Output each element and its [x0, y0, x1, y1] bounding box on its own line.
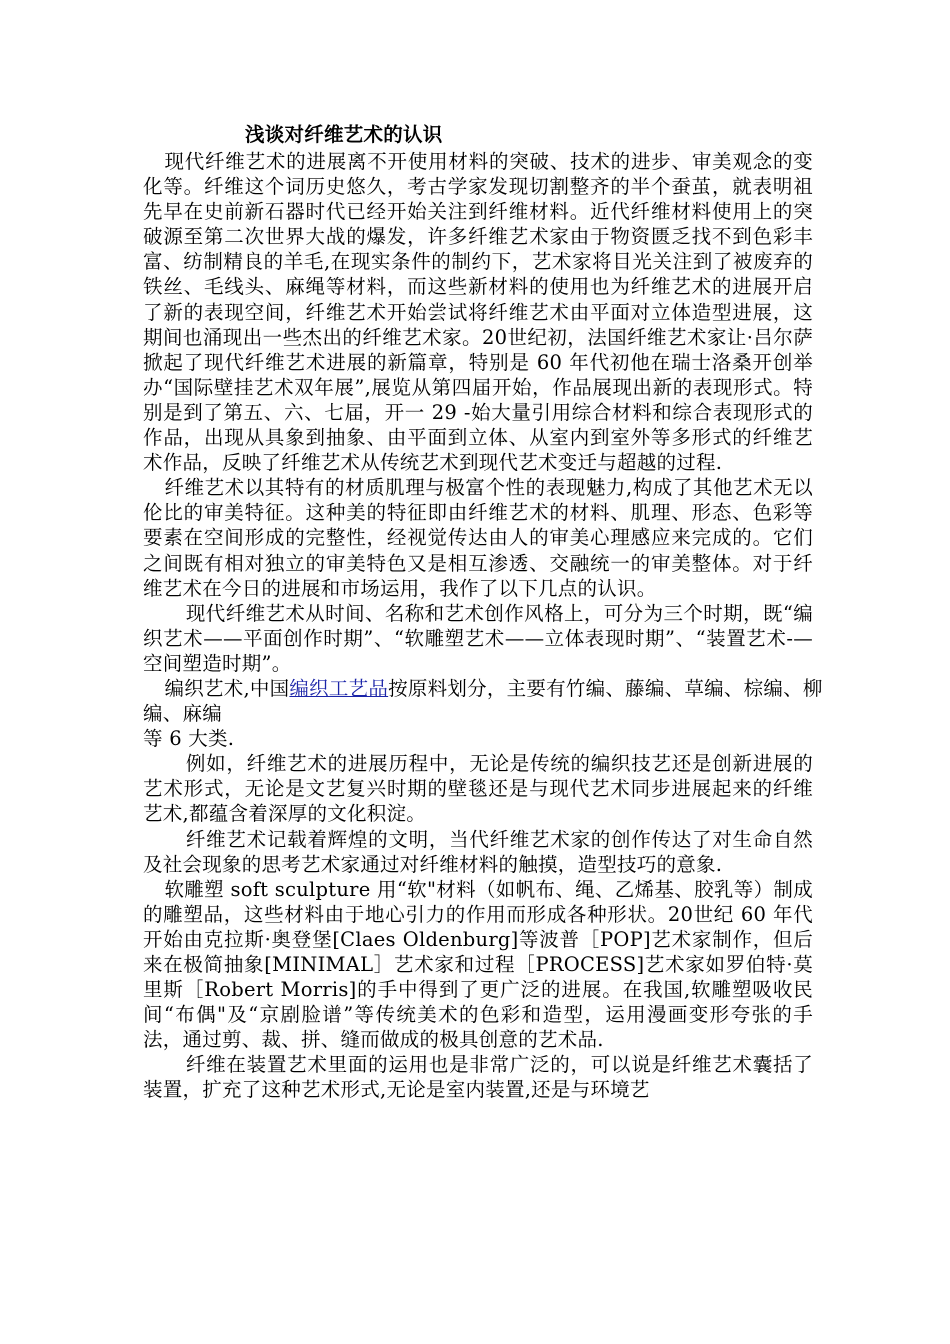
paragraph-installation: 纤维在装置艺术里面的运用也是非常广泛的，可以说是纤维艺术囊括了装置，扩充了这种艺术形式,无论是室内装置,还是与环境艺 [143, 1053, 813, 1102]
paragraph-civilization: 纤维艺术记载着辉煌的文明，当代纤维艺术家的创作传达了对生命自然及社会现象的思考艺术家通过对纤维材料的触摸，造型技巧的意象. [143, 827, 813, 876]
paragraph-periods: 现代纤维艺术从时间、名称和艺术创作风格上，可分为三个时期，既“编织艺术——平面创作时期”、“软雕塑艺术——立体表现时期”、“装置艺术-—空间塑造时期”。 [143, 601, 813, 675]
document-page [143, 122, 823, 1103]
weaving-text-before: 编织艺术,中国 [164, 676, 290, 700]
weaving-text-after: 按原料划分，主要有竹编、藤编、草编、棕编、柳编、麻编 [143, 676, 823, 726]
paragraph-soft-sculpture: 软雕塑 soft sculpture 用“软"材料（如帆布、绳、乙烯基、胶乳等）制成的雕塑品，这些材料由于地心引力的作用而形成各种形状。20世纪 60 年代开始由克拉斯·奥登堡[Claes Oldenburg]等波普［POP]艺术家制作，但后来在极简抽象[MINIMAL］艺术家和过程［PROCESS]艺术家如罗伯特·莫里斯［Robert Morris]的手中得到了更广泛的进展。在我国,软雕塑吸收民间“布偶"及“京剧脸谱”等传统美术的色彩和造型，运用漫画变形夸张的手法，通过剪、裁、拼、缝而做成的极具创意的艺术品. [143, 877, 813, 1052]
weaving-crafts-link[interactable]: 编织工艺品 [289, 676, 389, 700]
paragraph-weaving-continued: 等 6 大类. [143, 727, 235, 751]
paragraph-weaving [143, 676, 827, 726]
document-title: 浅谈对纤维艺术的认识 [245, 123, 443, 146]
paragraph-history: 现代纤维艺术的进展离不开使用材料的突破、技术的进步、审美观念的变化等。纤维这个词历史悠久，考古学家发现切割整齐的半个蚕茧，就表明祖先早在史前新石器时代已经开始关注到纤维材料。近代纤维材料使用上的突破源至第二次世界大战的爆发，许多纤维艺术家由于物资匮乏找不到色彩丰富、纺制精良的羊毛,在现实条件的制约下，艺术家将目光关注到了被废弃的铁丝、毛线头、麻绳等材料，而这些新材料的使用也为纤维艺术的进展开启了新的表现空间，纤维艺术开始尝试将纤维艺术由平面对立体造型进展，这期间也涌现出一些杰出的纤维艺术家。20世纪初，法国纤维艺术家让·吕尔萨掀起了现代纤维艺术进展的新篇章，特别是 60 年代初他在瑞士洛桑开创举办“国际壁挂艺术双年展”,展览从第四届开始，作品展现出新的表现形式。特别是到了第五、六、七届，开一 29 -始大量引用综合材料和综合表现形式的作品，出现从具象到抽象、由平面到立体、从室内到室外等多形式的纤维艺术作品，反映了纤维艺术从传统艺术到现代艺术变迁与超越的过程. [143, 150, 813, 475]
paragraph-aesthetics: 纤维艺术以其特有的材质肌理与极富个性的表现魅力,构成了其他艺术无以伦比的审美特征。这种美的特征即由纤维艺术的材料、肌理、形态、色彩等要素在空间形成的完整性，经视觉传达由人的审美心理感应来完成的。它们之间既有相对独立的审美特色又是相互渗透、交融统一的审美整体。对于纤维艺术在今日的进展和市场运用，我作了以下几点的认识。 [143, 476, 813, 600]
paragraph-example: 例如，纤维艺术的进展历程中，无论是传统的编织技艺还是创新进展的艺术形式，无论是文艺复兴时期的壁毯还是与现代艺术同步进展起来的纤维艺术,都蕴含着深厚的文化积淀。 [143, 752, 813, 826]
